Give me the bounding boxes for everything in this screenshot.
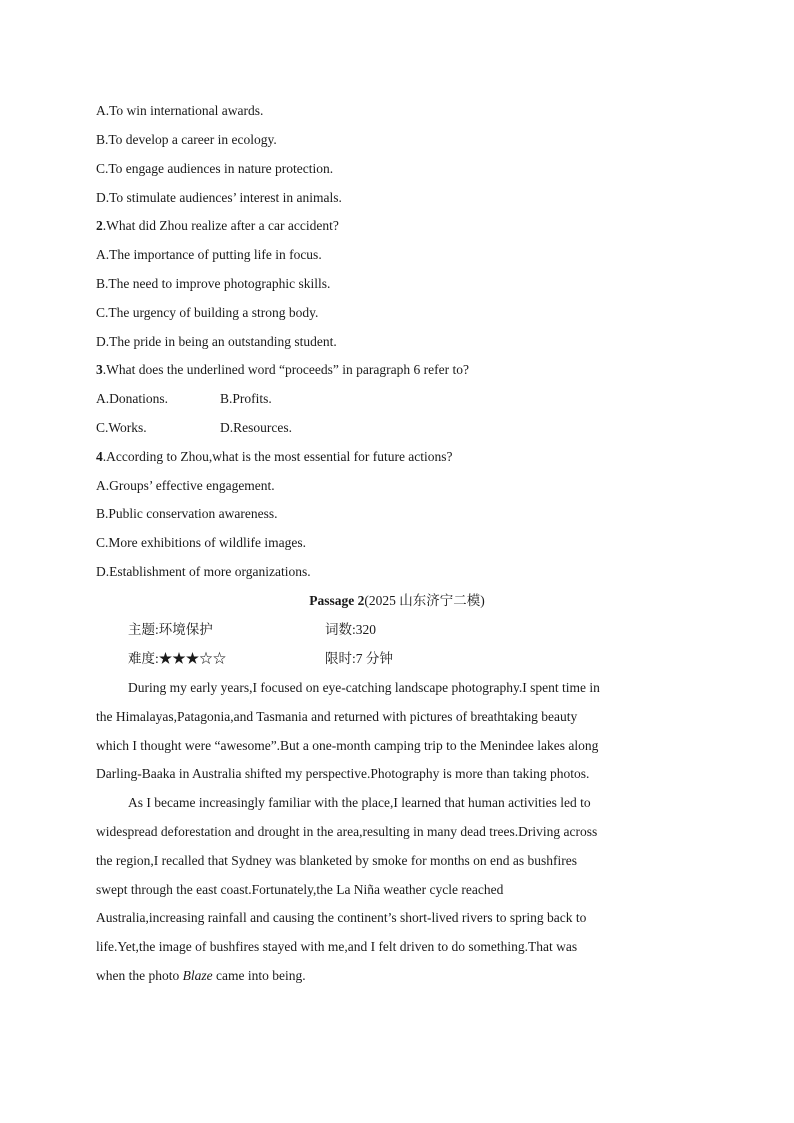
q3-option-d: D.Resources. bbox=[220, 420, 292, 435]
q3-question bbox=[96, 361, 469, 379]
q1-option-d: D.To stimulate audiences’ interest in animals. bbox=[96, 190, 342, 205]
q1-option-c: C.To engage audiences in nature protection. bbox=[96, 161, 334, 176]
para2-line-7-start: when the photo bbox=[96, 968, 183, 983]
para2-line-5: Australia,increasing rainfall and causing the continent’s short-lived rivers to spring back to bbox=[96, 910, 587, 925]
para2-line-2: widespread deforestation and drought in the area,resulting in many dead trees.Driving across bbox=[96, 824, 598, 839]
photo-title-blaze: Blaze bbox=[182, 968, 213, 983]
q4-question bbox=[96, 448, 453, 466]
passage-title bbox=[0, 592, 794, 610]
difficulty-stars: ★★★☆☆ bbox=[158, 651, 227, 666]
passage-time-limit bbox=[325, 650, 393, 668]
q2-number: 2 bbox=[96, 218, 103, 233]
q3-options-row-2 bbox=[96, 419, 292, 437]
q2-option-a: A.The importance of putting life in focus. bbox=[96, 247, 322, 262]
q3-options-row-1 bbox=[96, 390, 272, 408]
passage-title-label: Passage 2 bbox=[309, 593, 365, 608]
q4-text: .According to Zhou,what is the most essential for future actions? bbox=[102, 449, 453, 464]
theme-label: 主题: bbox=[128, 622, 159, 637]
q2-option-d: D.The pride in being an outstanding student. bbox=[96, 334, 337, 349]
q4-option-a: A.Groups’ effective engagement. bbox=[96, 478, 275, 493]
passage-word-count bbox=[325, 621, 376, 639]
difficulty-label: 难度: bbox=[128, 651, 159, 666]
q2-option-b: B.The need to improve photographic skills. bbox=[96, 276, 331, 291]
q3-text: .What does the underlined word “proceeds” in paragraph 6 refer to? bbox=[102, 362, 469, 377]
word-count-value: 320 bbox=[355, 622, 377, 637]
passage-source: (2025 山东济宁二模) bbox=[364, 593, 485, 608]
q2-text: .What did Zhou realize after a car accident? bbox=[102, 218, 339, 233]
word-count-label: 词数: bbox=[325, 622, 356, 637]
q4-option-c: C.More exhibitions of wildlife images. bbox=[96, 535, 306, 550]
para1-line-4: Darling-Baaka in Australia shifted my perspective.Photography is more than taking photos. bbox=[96, 766, 590, 781]
q1-option-b: B.To develop a career in ecology. bbox=[96, 132, 277, 147]
para1-line-2: the Himalayas,Patagonia,and Tasmania and returned with pictures of breathtaking beauty bbox=[96, 709, 578, 724]
q4-option-b: B.Public conservation awareness. bbox=[96, 506, 278, 521]
passage-difficulty bbox=[128, 650, 226, 668]
q4-option-d: D.Establishment of more organizations. bbox=[96, 564, 311, 579]
para1-line-3: which I thought were “awesome”.But a one-month camping trip to the Menindee lakes along bbox=[96, 738, 599, 753]
q2-option-c: C.The urgency of building a strong body. bbox=[96, 305, 319, 320]
q3-number: 3 bbox=[96, 362, 103, 377]
time-limit-label: 限时: bbox=[325, 651, 356, 666]
q2-question bbox=[96, 217, 339, 235]
q3-option-a: A.Donations. bbox=[96, 391, 168, 406]
para1-line-1: During my early years,I focused on eye-catching landscape photography.I spent time in bbox=[128, 680, 600, 695]
passage-theme bbox=[128, 621, 213, 639]
para2-line-4: swept through the east coast.Fortunately,the La Niña weather cycle reached bbox=[96, 882, 504, 897]
para2-line-7-end: came into being. bbox=[212, 968, 306, 983]
theme-value: 环境保护 bbox=[158, 622, 213, 637]
q3-option-c: C.Works. bbox=[96, 420, 147, 435]
q3-option-b: B.Profits. bbox=[220, 391, 272, 406]
q1-option-a: A.To win international awards. bbox=[96, 103, 264, 118]
para2-line-7 bbox=[96, 967, 306, 985]
para2-line-3: the region,I recalled that Sydney was blanketed by smoke for months on end as bushfires bbox=[96, 853, 578, 868]
para2-line-1: As I became increasingly familiar with the place,I learned that human activities led to bbox=[128, 795, 591, 810]
para2-line-6: life.Yet,the image of bushfires stayed with me,and I felt driven to do something.That was bbox=[96, 939, 578, 954]
q4-number: 4 bbox=[96, 449, 103, 464]
time-limit-value: 7 分钟 bbox=[355, 651, 393, 666]
